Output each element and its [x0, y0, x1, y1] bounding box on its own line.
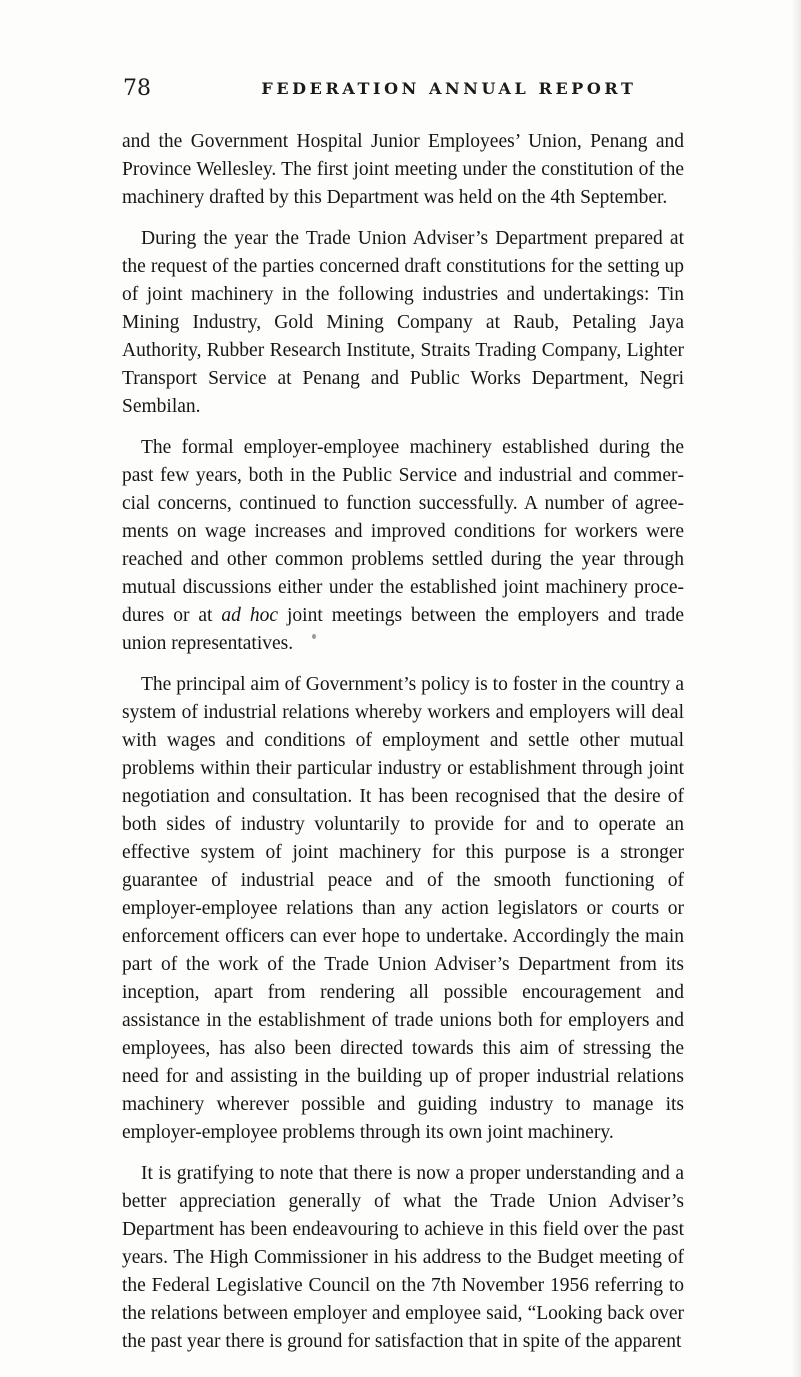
page-header [123, 74, 683, 104]
paragraph-government-policy: The principal aim of Government’s policy is to foster in the country a system of industrial relations whereby workers and employers will deal with wages and conditions of employment and settle other mutual problems within their particular industry or establishment through joint negotiation and consultation. It has been recognised that the desire of both sides of industry voluntarily to provide for and to operate an effective system of joint machinery for this purpose is a stronger guarantee of industrial peace and of the smooth functioning of employer-employee relations than any action legislators or courts or enforcement officers can ever hope to undertake. Accordingly the main part of the work of the Trade Union Adviser’s Department from its inception, apart from rendering all possible encouragement and assistance in the establishment of trade unions both for employers and employees, has also been directed towards this aim of stressing the need for and assisting in the building up of proper industrial relations machinery wherever possible and guiding industry to manage its employer-employee problems through its own joint machinery. [122, 674, 684, 1143]
body-text [122, 128, 684, 1369]
paragraph-draft-constitutions: During the year the Trade Union Adviser’s Department prepared at the request of the parties concerned draft constitutions for the setting up of joint machinery in the following industries and undertakings: Tin Mining Industry, Gold Mining Company at Raub, Petaling Jaya Authority, Rubber Research Institute, Straits Trading Company, Lighter Transport Service at Penang and Public Works Department, Negri Sembilan. [122, 228, 684, 417]
paragraph-formal-machinery [122, 434, 684, 658]
paragraph-formal-machinery-text-before: The formal employer-employee machinery established during the past few years, both in the Public Service and industrial and commercial concerns, continued to function successfully. A number of agreements on wage increases and improved conditions for workers were reached and other common problems settled during the year through mutual discussions either under the established joint machinery procedures or at [122, 437, 684, 626]
page-edge-shadow [791, 0, 801, 1377]
paragraph-gratifying: It is gratifying to note that there is now a proper understanding and a better appreciation generally of what the Trade Union Adviser’s Department has been endeavouring to achieve in this field over the past years. The High Commissioner in his address to the Budget meeting of the Federal Legislative Council on the 7th November 1956 referring to the relations between employer and employee said, “Looking back over the past year there is ground for satisfaction that in spite of the apparent [122, 1163, 684, 1352]
ad-hoc-italic: ad hoc [221, 605, 279, 626]
ink-speck [312, 634, 316, 639]
page-number: 78 [123, 76, 151, 101]
paragraph-joint-meeting: and the Government Hospital Junior Employees’ Union, Penang and Province Wellesley. The first joint meeting under the constitution of the machinery drafted by this Department was held on the 4th September. [122, 131, 684, 208]
running-head: FEDERATION ANNUAL REPORT [261, 79, 637, 98]
paragraph-formal-machinery-text-after: joint meetings between the employers and trade union representatives. [122, 605, 684, 654]
